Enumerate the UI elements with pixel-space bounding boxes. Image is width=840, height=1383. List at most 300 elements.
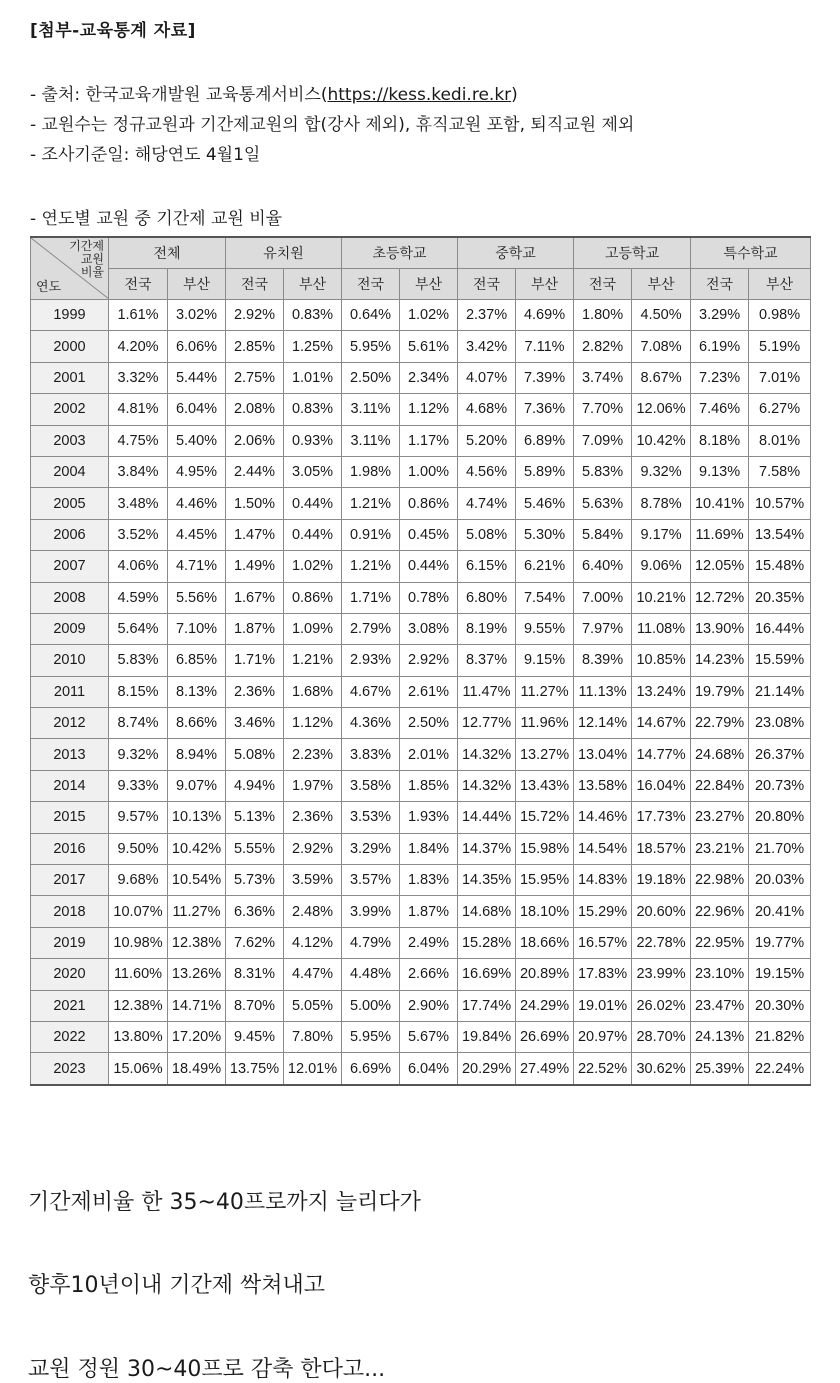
year-cell: 2022: [31, 1021, 109, 1052]
ratio-cell: 20.73%: [749, 770, 811, 801]
ratio-cell: 3.74%: [574, 362, 632, 393]
ratio-cell: 5.20%: [458, 425, 516, 456]
ratio-cell: 8.19%: [458, 613, 516, 644]
ratio-cell: 2.36%: [226, 676, 284, 707]
ratio-cell: 4.12%: [284, 927, 342, 958]
ratio-cell: 4.20%: [109, 331, 168, 362]
ratio-cell: 19.79%: [691, 676, 749, 707]
ratio-cell: 24.68%: [691, 739, 749, 770]
ratio-cell: 5.56%: [168, 582, 226, 613]
ratio-cell: 7.09%: [574, 425, 632, 456]
table-row: [31, 708, 811, 739]
ratio-cell: 7.54%: [516, 582, 574, 613]
ratio-cell: 17.20%: [168, 1021, 226, 1052]
ratio-cell: 10.54%: [168, 865, 226, 896]
year-cell: 2017: [31, 865, 109, 896]
year-cell: 1999: [31, 300, 109, 331]
ratio-cell: 23.27%: [691, 802, 749, 833]
year-cell: 2021: [31, 990, 109, 1021]
ratio-cell: 3.29%: [691, 300, 749, 331]
ratio-cell: 23.10%: [691, 959, 749, 990]
sub-header-national: 전국: [226, 269, 284, 300]
ratio-cell: 7.62%: [226, 927, 284, 958]
table-row: [31, 676, 811, 707]
ratio-cell: 5.73%: [226, 865, 284, 896]
ratio-cell: 2.08%: [226, 394, 284, 425]
ratio-cell: 13.43%: [516, 770, 574, 801]
ratio-cell: 5.95%: [342, 331, 400, 362]
ratio-cell: 8.15%: [109, 676, 168, 707]
ratio-cell: 6.04%: [400, 1053, 458, 1085]
ratio-cell: 1.87%: [400, 896, 458, 927]
ratio-cell: 23.08%: [749, 708, 811, 739]
ratio-cell: 4.45%: [168, 519, 226, 550]
ratio-cell: 3.48%: [109, 488, 168, 519]
ratio-cell: 2.92%: [226, 300, 284, 331]
year-cell: 2000: [31, 331, 109, 362]
ratio-cell: 17.83%: [574, 959, 632, 990]
ratio-cell: 10.42%: [632, 425, 691, 456]
ratio-cell: 4.67%: [342, 676, 400, 707]
sub-header-national: 전국: [109, 269, 168, 300]
ratio-cell: 15.98%: [516, 833, 574, 864]
ratio-cell: 4.07%: [458, 362, 516, 393]
ratio-cell: 4.75%: [109, 425, 168, 456]
ratio-cell: 1.93%: [400, 802, 458, 833]
ratio-cell: 14.37%: [458, 833, 516, 864]
group-header-elementary: 초등학교: [342, 237, 458, 269]
ratio-cell: 13.54%: [749, 519, 811, 550]
ratio-cell: 5.05%: [284, 990, 342, 1021]
notes-list: [30, 80, 634, 170]
ratio-cell: 4.36%: [342, 708, 400, 739]
ratio-cell: 9.45%: [226, 1021, 284, 1052]
ratio-cell: 2.92%: [284, 833, 342, 864]
ratio-cell: 20.35%: [749, 582, 811, 613]
ratio-cell: 20.30%: [749, 990, 811, 1021]
ratio-cell: 4.59%: [109, 582, 168, 613]
ratio-cell: 0.45%: [400, 519, 458, 550]
sub-header-national: 전국: [342, 269, 400, 300]
ratio-cell: 3.29%: [342, 833, 400, 864]
ratio-cell: 14.54%: [574, 833, 632, 864]
table-row: [31, 959, 811, 990]
ratio-cell: 16.57%: [574, 927, 632, 958]
year-cell: 2004: [31, 456, 109, 487]
sub-header-national: 전국: [691, 269, 749, 300]
document-title: [첨부-교육통계 자료]: [30, 21, 196, 41]
year-cell: 2019: [31, 927, 109, 958]
ratio-cell: 18.49%: [168, 1053, 226, 1085]
ratio-cell: 1.00%: [400, 456, 458, 487]
table-row: [31, 519, 811, 550]
ratio-cell: 2.50%: [400, 708, 458, 739]
ratio-cell: 10.13%: [168, 802, 226, 833]
ratio-cell: 7.58%: [749, 456, 811, 487]
ratio-cell: 0.86%: [400, 488, 458, 519]
ratio-cell: 2.34%: [400, 362, 458, 393]
ratio-cell: 5.83%: [574, 456, 632, 487]
ratio-cell: 11.13%: [574, 676, 632, 707]
ratio-cell: 11.69%: [691, 519, 749, 550]
ratio-cell: 18.66%: [516, 927, 574, 958]
ratio-cell: 13.58%: [574, 770, 632, 801]
ratio-cell: 1.98%: [342, 456, 400, 487]
note-source-prefix: - 출처: 한국교육개발원 교육통계서비스(: [30, 85, 328, 105]
ratio-cell: 14.71%: [168, 990, 226, 1021]
ratio-cell: 3.59%: [284, 865, 342, 896]
ratio-cell: 26.02%: [632, 990, 691, 1021]
sub-header-busan: 부산: [749, 269, 811, 300]
ratio-cell: 16.04%: [632, 770, 691, 801]
ratio-cell: 20.60%: [632, 896, 691, 927]
table-row: [31, 613, 811, 644]
ratio-cell: 2.23%: [284, 739, 342, 770]
ratio-cell: 0.44%: [284, 519, 342, 550]
ratio-cell: 12.72%: [691, 582, 749, 613]
ratio-cell: 6.15%: [458, 551, 516, 582]
ratio-cell: 13.24%: [632, 676, 691, 707]
ratio-cell: 3.05%: [284, 456, 342, 487]
ratio-cell: 1.21%: [342, 488, 400, 519]
ratio-cell: 4.48%: [342, 959, 400, 990]
ratio-cell: 4.94%: [226, 770, 284, 801]
ratio-cell: 23.21%: [691, 833, 749, 864]
table-row: [31, 833, 811, 864]
ratio-cell: 1.02%: [284, 551, 342, 582]
ratio-cell: 9.32%: [632, 456, 691, 487]
ratio-cell: 8.39%: [574, 645, 632, 676]
ratio-cell: 15.59%: [749, 645, 811, 676]
table-body: [31, 300, 811, 1085]
ratio-cell: 1.71%: [226, 645, 284, 676]
ratio-cell: 22.95%: [691, 927, 749, 958]
ratio-cell: 19.77%: [749, 927, 811, 958]
source-link[interactable]: https://kess.kedi.re.kr: [327, 85, 512, 105]
ratio-cell: 14.35%: [458, 865, 516, 896]
ratio-cell: 1.67%: [226, 582, 284, 613]
table-row: [31, 1053, 811, 1085]
ratio-cell: 0.98%: [749, 300, 811, 331]
ratio-cell: 3.46%: [226, 708, 284, 739]
ratio-cell: 24.29%: [516, 990, 574, 1021]
ratio-cell: 5.08%: [226, 739, 284, 770]
table-row: [31, 770, 811, 801]
ratio-cell: 9.32%: [109, 739, 168, 770]
ratio-cell: 13.26%: [168, 959, 226, 990]
ratio-cell: 10.98%: [109, 927, 168, 958]
ratio-cell: 5.89%: [516, 456, 574, 487]
ratio-cell: 14.67%: [632, 708, 691, 739]
table-row: [31, 739, 811, 770]
ratio-cell: 9.13%: [691, 456, 749, 487]
table-row: [31, 865, 811, 896]
ratio-cell: 2.92%: [400, 645, 458, 676]
ratio-cell: 1.83%: [400, 865, 458, 896]
year-cell: 2011: [31, 676, 109, 707]
ratio-cell: 1.87%: [226, 613, 284, 644]
ratio-cell: 20.97%: [574, 1021, 632, 1052]
table-row: [31, 331, 811, 362]
sub-header-busan: 부산: [516, 269, 574, 300]
ratio-cell: 2.66%: [400, 959, 458, 990]
ratio-cell: 9.55%: [516, 613, 574, 644]
ratio-cell: 6.06%: [168, 331, 226, 362]
sub-header-national: 전국: [458, 269, 516, 300]
ratio-cell: 19.18%: [632, 865, 691, 896]
year-cell: 2002: [31, 394, 109, 425]
ratio-cell: 7.39%: [516, 362, 574, 393]
ratio-cell: 30.62%: [632, 1053, 691, 1085]
ratio-cell: 24.13%: [691, 1021, 749, 1052]
table-row: [31, 300, 811, 331]
ratio-cell: 15.95%: [516, 865, 574, 896]
ratio-cell: 3.02%: [168, 300, 226, 331]
ratio-cell: 5.61%: [400, 331, 458, 362]
ratio-cell: 3.84%: [109, 456, 168, 487]
ratio-cell: 4.71%: [168, 551, 226, 582]
year-cell: 2006: [31, 519, 109, 550]
ratio-cell: 20.89%: [516, 959, 574, 990]
ratio-cell: 6.40%: [574, 551, 632, 582]
ratio-cell: 4.06%: [109, 551, 168, 582]
ratio-cell: 17.73%: [632, 802, 691, 833]
ratio-cell: 14.77%: [632, 739, 691, 770]
ratio-cell: 1.84%: [400, 833, 458, 864]
ratio-cell: 13.90%: [691, 613, 749, 644]
year-cell: 2001: [31, 362, 109, 393]
ratio-cell: 28.70%: [632, 1021, 691, 1052]
ratio-cell: 2.85%: [226, 331, 284, 362]
ratio-cell: 15.29%: [574, 896, 632, 927]
group-header-high: 고등학교: [574, 237, 691, 269]
ratio-cell: 27.49%: [516, 1053, 574, 1085]
ratio-cell: 8.01%: [749, 425, 811, 456]
ratio-cell: 2.49%: [400, 927, 458, 958]
year-cell: 2014: [31, 770, 109, 801]
ratio-cell: 21.14%: [749, 676, 811, 707]
ratio-cell: 9.50%: [109, 833, 168, 864]
ratio-cell: 21.82%: [749, 1021, 811, 1052]
ratio-cell: 22.52%: [574, 1053, 632, 1085]
ratio-cell: 10.21%: [632, 582, 691, 613]
ratio-cell: 0.86%: [284, 582, 342, 613]
ratio-cell: 4.68%: [458, 394, 516, 425]
ratio-cell: 9.07%: [168, 770, 226, 801]
ratio-cell: 6.19%: [691, 331, 749, 362]
ratio-cell: 5.64%: [109, 613, 168, 644]
ratio-cell: 9.33%: [109, 770, 168, 801]
ratio-cell: 3.11%: [342, 394, 400, 425]
table-row: [31, 1021, 811, 1052]
ratio-cell: 2.90%: [400, 990, 458, 1021]
ratio-cell: 25.39%: [691, 1053, 749, 1085]
ratio-cell: 4.50%: [632, 300, 691, 331]
year-cell: 2009: [31, 613, 109, 644]
ratio-cell: 9.57%: [109, 802, 168, 833]
ratio-cell: 3.57%: [342, 865, 400, 896]
ratio-cell: 5.95%: [342, 1021, 400, 1052]
ratio-cell: 10.57%: [749, 488, 811, 519]
ratio-cell: 20.80%: [749, 802, 811, 833]
table-row: [31, 362, 811, 393]
ratio-cell: 0.78%: [400, 582, 458, 613]
ratio-cell: 6.36%: [226, 896, 284, 927]
table-row: [31, 990, 811, 1021]
ratio-cell: 0.91%: [342, 519, 400, 550]
ratio-cell: 14.68%: [458, 896, 516, 927]
table-row: [31, 488, 811, 519]
ratio-cell: 7.08%: [632, 331, 691, 362]
ratio-cell: 2.75%: [226, 362, 284, 393]
ratio-cell: 4.81%: [109, 394, 168, 425]
ratio-cell: 6.80%: [458, 582, 516, 613]
comment-line-1: 기간제비율 한 35~40프로까지 늘리다가: [28, 1190, 421, 1215]
ratio-cell: 9.17%: [632, 519, 691, 550]
ratio-cell: 0.83%: [284, 300, 342, 331]
ratio-cell: 14.44%: [458, 802, 516, 833]
ratio-cell: 12.38%: [168, 927, 226, 958]
ratio-cell: 3.11%: [342, 425, 400, 456]
ratio-cell: 13.04%: [574, 739, 632, 770]
ratio-cell: 2.50%: [342, 362, 400, 393]
table-row: [31, 551, 811, 582]
ratio-cell: 1.09%: [284, 613, 342, 644]
ratio-cell: 1.49%: [226, 551, 284, 582]
ratio-cell: 5.40%: [168, 425, 226, 456]
ratio-cell: 5.84%: [574, 519, 632, 550]
ratio-cell: 1.97%: [284, 770, 342, 801]
ratio-cell: 6.04%: [168, 394, 226, 425]
year-cell: 2015: [31, 802, 109, 833]
ratio-cell: 2.93%: [342, 645, 400, 676]
ratio-cell: 1.85%: [400, 770, 458, 801]
ratio-cell: 7.11%: [516, 331, 574, 362]
ratio-cell: 8.31%: [226, 959, 284, 990]
ratio-cell: 22.98%: [691, 865, 749, 896]
ratio-cell: 7.70%: [574, 394, 632, 425]
ratio-cell: 10.07%: [109, 896, 168, 927]
ratio-cell: 8.18%: [691, 425, 749, 456]
group-header-kindergarten: 유치원: [226, 237, 342, 269]
ratio-cell: 7.23%: [691, 362, 749, 393]
year-cell: 2003: [31, 425, 109, 456]
ratio-cell: 26.69%: [516, 1021, 574, 1052]
ratio-cell: 5.30%: [516, 519, 574, 550]
ratio-cell: 1.71%: [342, 582, 400, 613]
ratio-cell: 12.14%: [574, 708, 632, 739]
ratio-cell: 23.47%: [691, 990, 749, 1021]
ratio-cell: 5.55%: [226, 833, 284, 864]
year-cell: 2020: [31, 959, 109, 990]
ratio-cell: 8.13%: [168, 676, 226, 707]
comment-line-3: 교원 정원 30~40프로 감축 한다고...: [28, 1357, 386, 1382]
ratio-cell: 6.69%: [342, 1053, 400, 1085]
ratio-cell: 2.06%: [226, 425, 284, 456]
corner-label-year: 연도: [36, 280, 62, 295]
ratio-cell: 4.47%: [284, 959, 342, 990]
ratio-cell: 2.79%: [342, 613, 400, 644]
ratio-cell: 10.85%: [632, 645, 691, 676]
ratio-cell: 16.44%: [749, 613, 811, 644]
year-cell: 2016: [31, 833, 109, 864]
ratio-cell: 9.06%: [632, 551, 691, 582]
year-cell: 2012: [31, 708, 109, 739]
table-row: [31, 927, 811, 958]
corner-ratio-line1: 기간제: [69, 239, 104, 253]
ratio-cell: 21.70%: [749, 833, 811, 864]
ratio-cell: 4.74%: [458, 488, 516, 519]
ratio-cell: 2.61%: [400, 676, 458, 707]
ratio-cell: 10.41%: [691, 488, 749, 519]
ratio-cell: 6.85%: [168, 645, 226, 676]
ratio-cell: 20.03%: [749, 865, 811, 896]
table-corner-header: [31, 237, 109, 300]
ratio-cell: 1.25%: [284, 331, 342, 362]
table-caption: - 연도별 교원 중 기간제 교원 비율: [30, 209, 283, 229]
year-cell: 2023: [31, 1053, 109, 1085]
ratio-cell: 15.48%: [749, 551, 811, 582]
ratio-cell: 4.69%: [516, 300, 574, 331]
ratio-cell: 1.17%: [400, 425, 458, 456]
ratio-cell: 6.27%: [749, 394, 811, 425]
ratio-cell: 3.58%: [342, 770, 400, 801]
ratio-cell: 3.99%: [342, 896, 400, 927]
ratio-cell: 15.72%: [516, 802, 574, 833]
ratio-cell: 8.37%: [458, 645, 516, 676]
ratio-cell: 22.79%: [691, 708, 749, 739]
ratio-cell: 4.79%: [342, 927, 400, 958]
sub-header-busan: 부산: [168, 269, 226, 300]
ratio-cell: 13.80%: [109, 1021, 168, 1052]
ratio-cell: 22.84%: [691, 770, 749, 801]
year-cell: 2010: [31, 645, 109, 676]
ratio-cell: 3.32%: [109, 362, 168, 393]
ratio-cell: 0.93%: [284, 425, 342, 456]
ratio-cell: 0.64%: [342, 300, 400, 331]
ratio-cell: 1.61%: [109, 300, 168, 331]
ratio-cell: 13.27%: [516, 739, 574, 770]
ratio-cell: 9.68%: [109, 865, 168, 896]
ratio-cell: 19.84%: [458, 1021, 516, 1052]
ratio-cell: 7.36%: [516, 394, 574, 425]
ratio-cell: 5.00%: [342, 990, 400, 1021]
ratio-cell: 1.80%: [574, 300, 632, 331]
ratio-cell: 5.44%: [168, 362, 226, 393]
note-teacher-count: - 교원수는 정규교원과 기간제교원의 합(강사 제외), 휴직교원 포함, 퇴직교원 제외: [30, 115, 635, 135]
corner-ratio-line2: 교원: [80, 252, 104, 266]
ratio-cell: 7.00%: [574, 582, 632, 613]
ratio-cell: 12.77%: [458, 708, 516, 739]
ratio-cell: 26.37%: [749, 739, 811, 770]
ratio-cell: 12.38%: [109, 990, 168, 1021]
ratio-cell: 7.46%: [691, 394, 749, 425]
ratio-cell: 1.68%: [284, 676, 342, 707]
ratio-cell: 0.44%: [400, 551, 458, 582]
note-source-suffix: ): [511, 85, 518, 105]
year-cell: 2008: [31, 582, 109, 613]
ratio-cell: 3.53%: [342, 802, 400, 833]
ratio-cell: 5.63%: [574, 488, 632, 519]
ratio-cell: 2.82%: [574, 331, 632, 362]
ratio-cell: 3.42%: [458, 331, 516, 362]
ratio-cell: 2.37%: [458, 300, 516, 331]
ratio-cell: 11.60%: [109, 959, 168, 990]
ratio-cell: 7.97%: [574, 613, 632, 644]
ratio-cell: 11.27%: [516, 676, 574, 707]
sub-header-busan: 부산: [632, 269, 691, 300]
ratio-cell: 5.46%: [516, 488, 574, 519]
